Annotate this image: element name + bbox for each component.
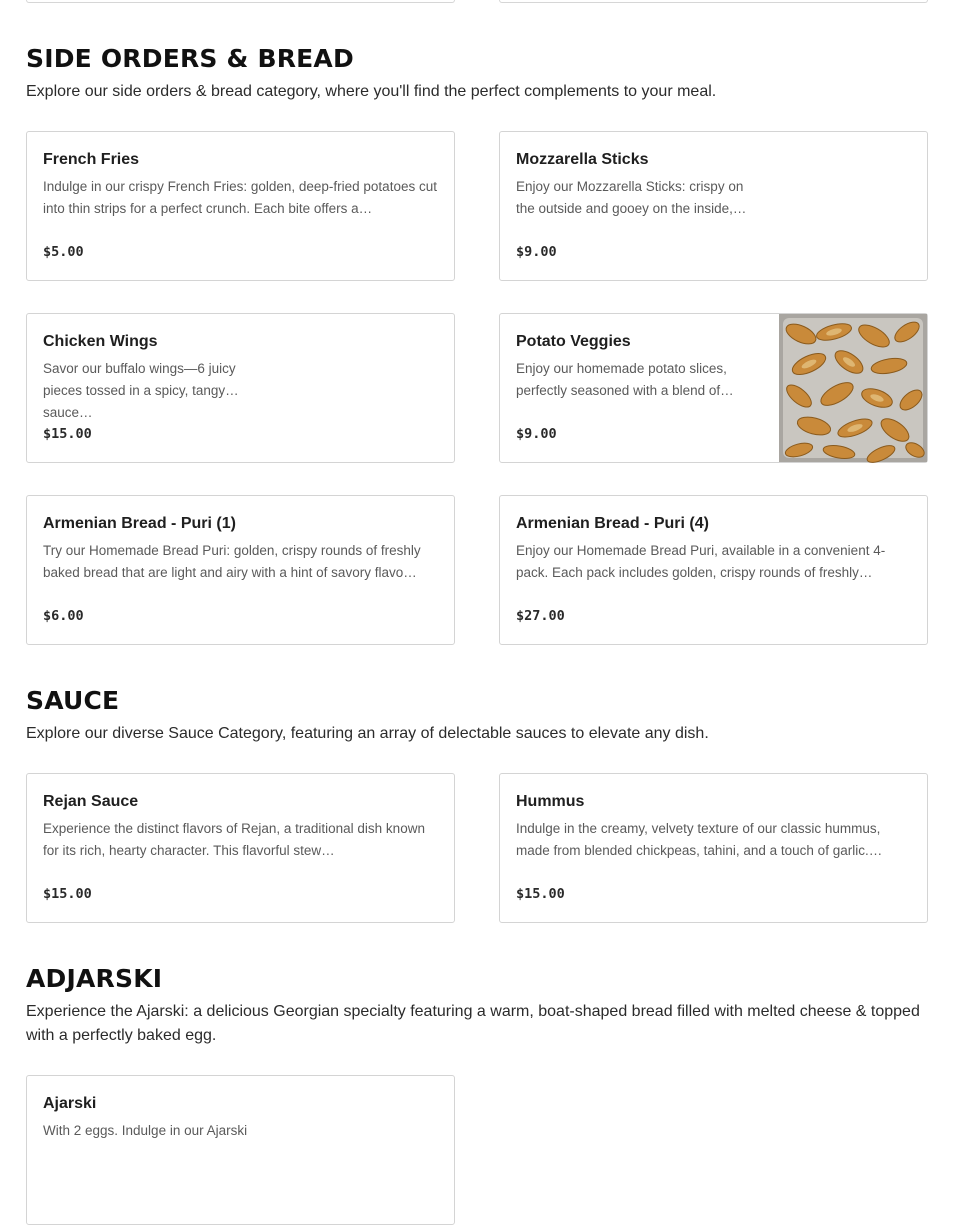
section-side-orders-header [26,44,946,104]
section-title: ADJARSKI [26,964,163,993]
section-description: Explore our diverse Sauce Category, featuring an array of delectable sauces to elevate any dish. [26,725,709,742]
item-description: Savor our buffalo wings—6 juicy pieces tossed in a spicy, tangy sauce… [43,361,236,420]
menu-item-card[interactable] [26,495,455,645]
item-description: Try our Homemade Bread Puri: golden, crispy rounds of freshly baked bread that are light and airy with a hint of savory flavo… [43,543,421,580]
menu-item-card[interactable] [26,1075,455,1225]
menu-item-card[interactable] [26,773,455,923]
potato-veggies-photo[interactable] [779,314,927,462]
item-price: $15.00 [43,886,92,902]
item-price: $9.00 [516,426,557,442]
menu-item-card[interactable] [26,131,455,281]
item-description: Enjoy our Mozzarella Sticks: crispy on the outside and gooey on the inside,… [516,179,747,216]
menu-item-card[interactable] [499,773,928,923]
item-price: $9.00 [516,244,557,260]
previous-card-right[interactable] [499,0,928,3]
section-title: SIDE ORDERS & BREAD [26,44,354,73]
item-description: Indulge in our crispy French Fries: golden, deep-fried potatoes cut into thin strips for a perfect crunch. Each bite offers a… [43,179,437,216]
menu-item-card[interactable] [499,495,928,645]
item-name: Ajarski [43,1095,97,1112]
item-description: Enjoy our Homemade Bread Puri, available in a convenient 4-pack. Each pack includes golden, crispy rounds of freshly… [516,543,886,580]
item-description: Experience the distinct flavors of Rejan, a traditional dish known for its rich, hearty character. This flavorful stew… [43,821,425,858]
section-sauce-header [26,686,946,746]
item-price: $5.00 [43,244,84,260]
item-name: Hummus [516,793,585,810]
item-price: $15.00 [43,426,92,442]
menu-item-card[interactable] [499,131,928,281]
previous-card-left[interactable] [26,0,455,3]
item-description: With 2 eggs. Indulge in our Ajarski [43,1123,248,1138]
item-price: $15.00 [516,886,565,902]
item-name: Potato Veggies [516,333,631,350]
item-description: Enjoy our homemade potato slices, perfectly seasoned with a blend of… [516,361,734,398]
section-adjarski-header [26,964,946,1048]
item-name: Mozzarella Sticks [516,151,649,168]
item-name: Chicken Wings [43,333,158,350]
item-name: Rejan Sauce [43,793,139,810]
item-name: Armenian Bread - Puri (4) [516,515,709,532]
item-name: French Fries [43,151,140,168]
section-description: Experience the Ajarski: a delicious Georgian specialty featuring a warm, boat-shaped bread filled with melted cheese & topped with a perfectly baked egg. [26,1003,920,1044]
previous-section-cards [26,0,928,3]
item-price: $27.00 [516,608,565,624]
section-title: SAUCE [26,686,120,715]
menu-item-card[interactable] [499,313,928,463]
potato-tray-image [779,314,927,462]
item-name: Armenian Bread - Puri (1) [43,515,236,532]
item-description: Indulge in the creamy, velvety texture of our classic hummus, made from blended chickpeas, tahini, and a touch of garlic.… [516,821,883,858]
menu-item-card[interactable] [26,313,455,463]
section-description: Explore our side orders & bread category, where you'll find the perfect complements to your meal. [26,83,717,100]
item-price: $6.00 [43,608,84,624]
